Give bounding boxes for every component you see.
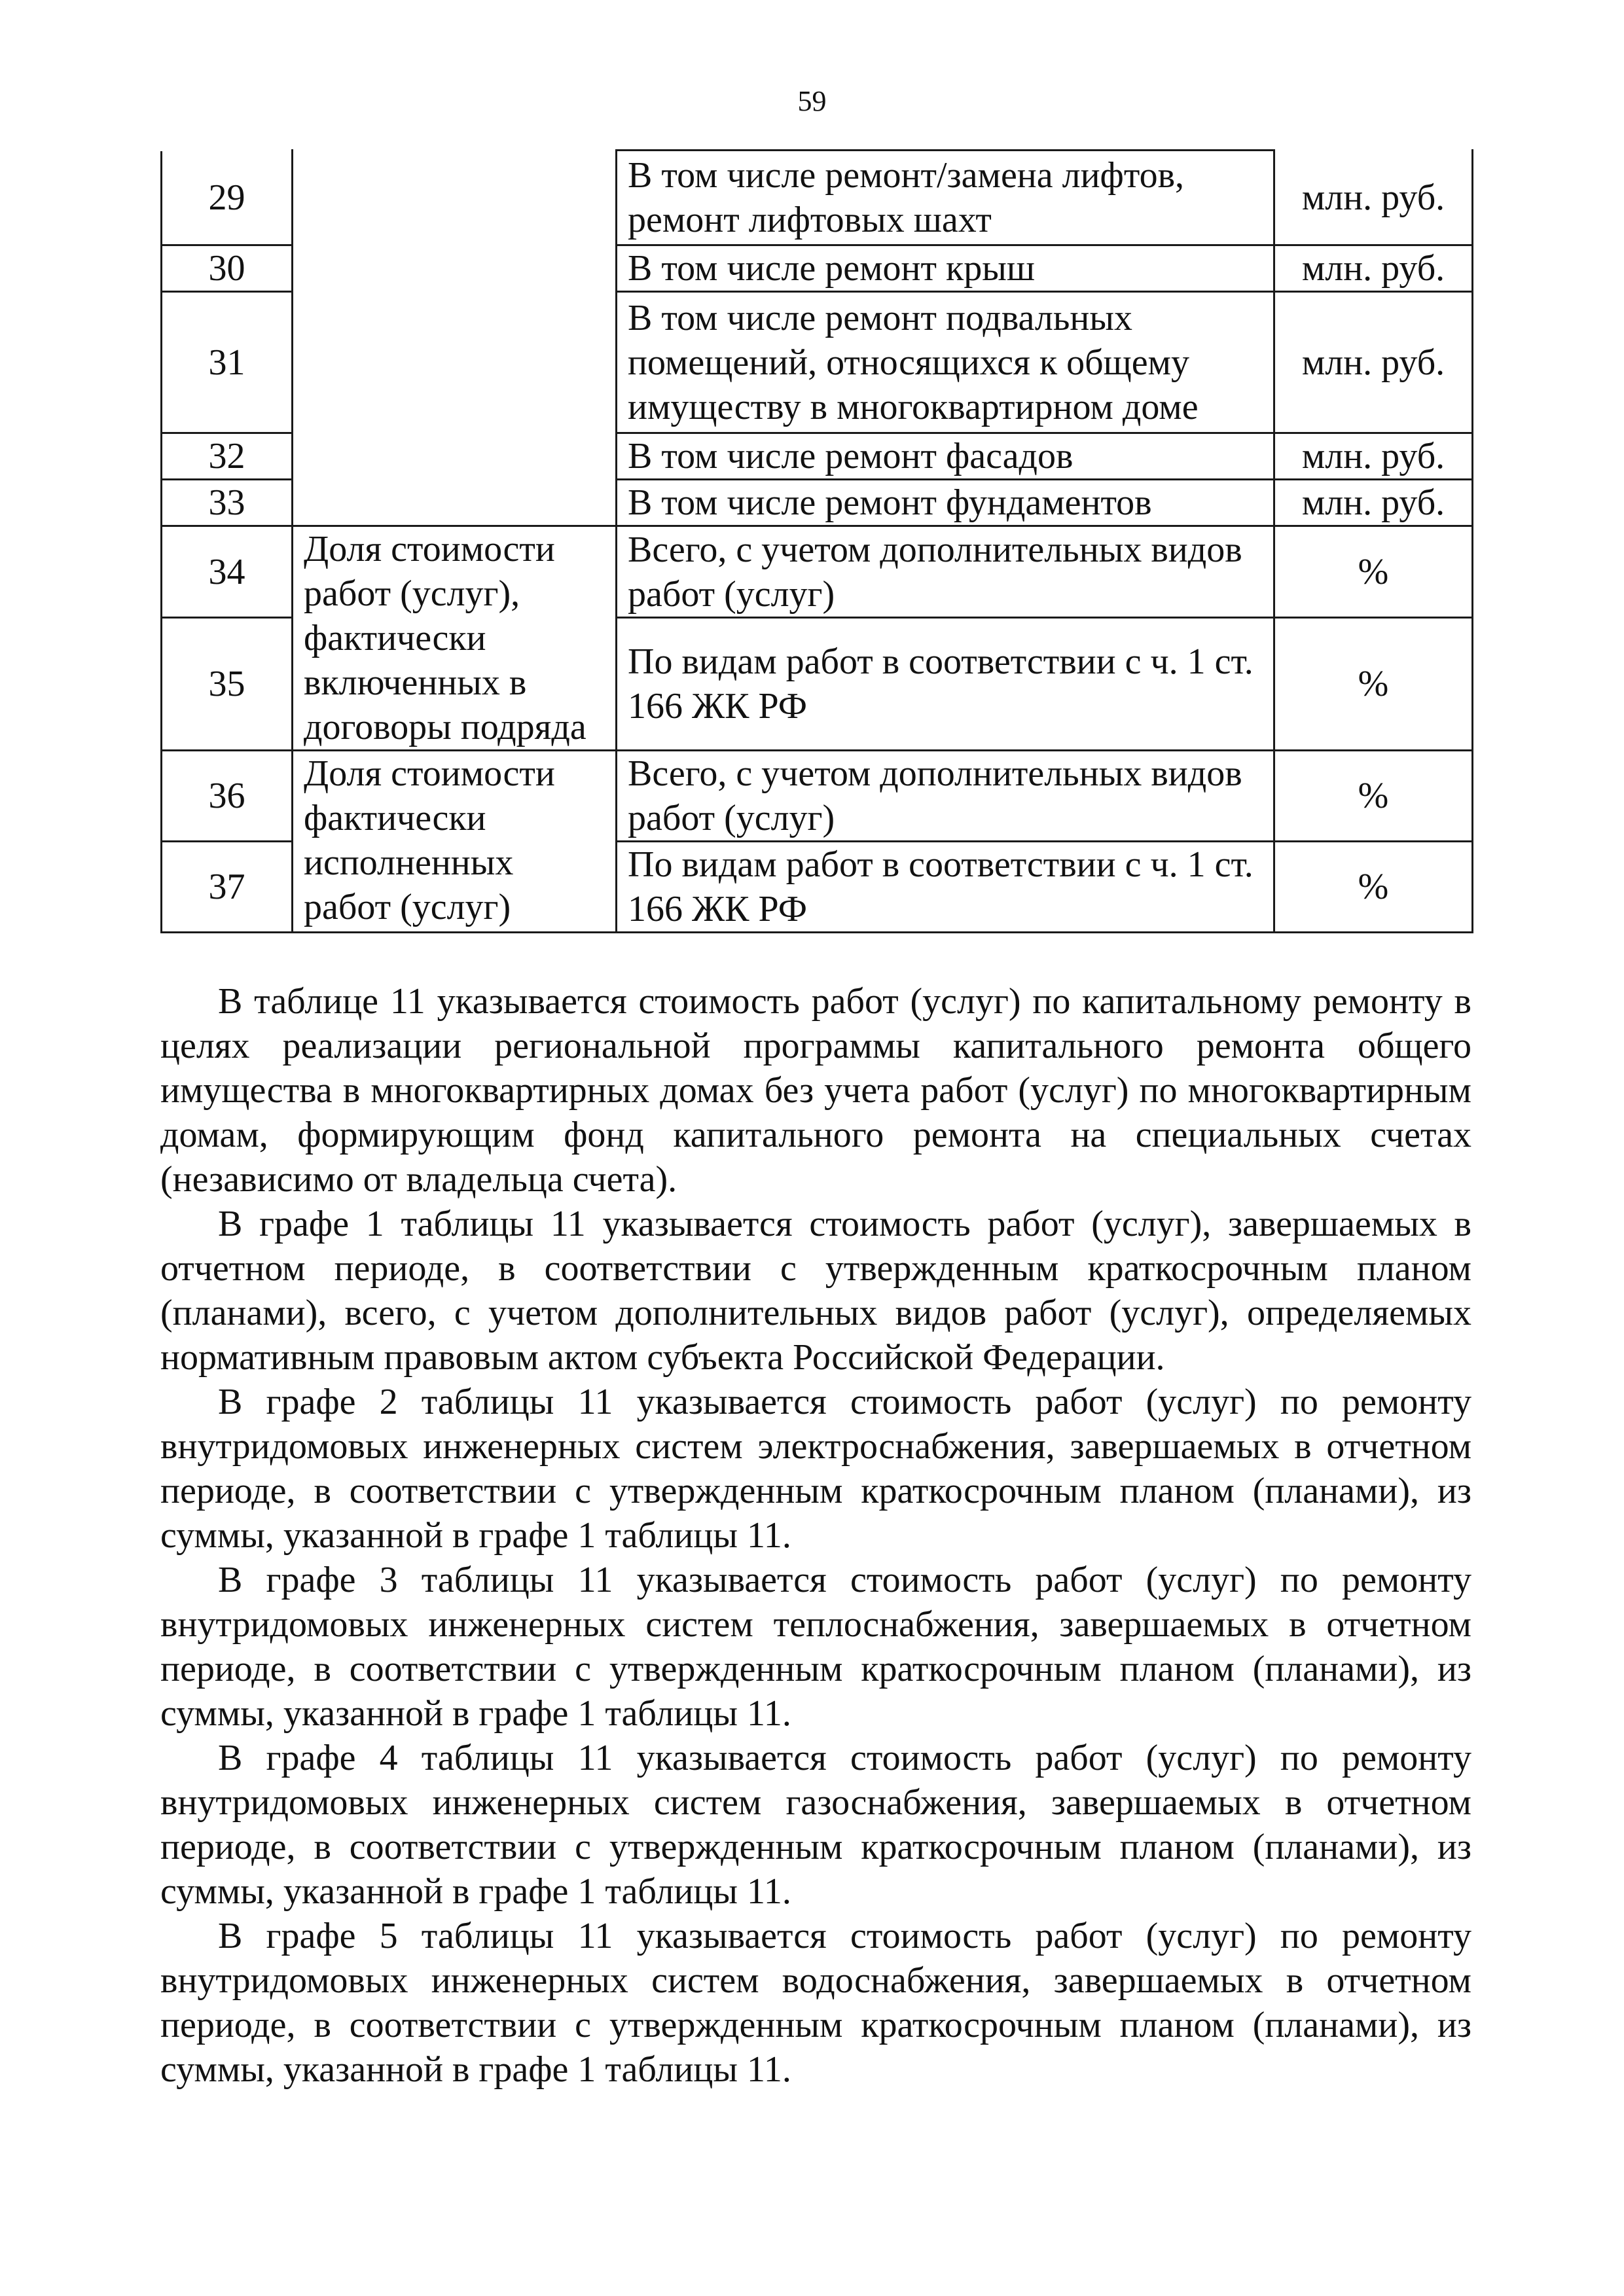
row-unit: млн. руб.: [1274, 245, 1473, 292]
row-unit: млн. руб.: [1274, 433, 1473, 480]
row-number: 35: [162, 618, 293, 751]
row-unit: млн. руб.: [1274, 292, 1473, 433]
table-row: [162, 526, 1473, 618]
row-number: 31: [162, 292, 293, 433]
row-number: 34: [162, 526, 293, 618]
row-description: В том числе ремонт фундаментов: [617, 480, 1274, 526]
row-description: Всего, с учетом дополнительных видов работ (услуг): [617, 526, 1274, 618]
row-description: В том числе ремонт подвальных помещений, относящихся к общему имуществу в многоквартирном доме: [617, 292, 1274, 433]
row-description: В том числе ремонт крыш: [617, 245, 1274, 292]
paragraph: В таблице 11 указывается стоимость работ (услуг) по капитальному ремонту в целях реализации региональной программы капитального ремонта общего имущества в многоквартирных домах без учета работ (услуг) по многоквартирным домам, формирующим фонд капитального ремонта на специальных счетах (независимо от владельца счета).: [160, 981, 1471, 1200]
row-unit: %: [1274, 751, 1473, 842]
row-number: 32: [162, 433, 293, 480]
table-row: [162, 751, 1473, 842]
row-description: По видам работ в соответствии с ч. 1 ст. 166 ЖК РФ: [617, 842, 1274, 933]
row-number: 30: [162, 245, 293, 292]
paragraph: В графе 1 таблицы 11 указывается стоимость работ (услуг), завершаемых в отчетном периоде, в соответствии с утвержденным краткосрочным планом (планами), всего, с учетом дополнительных видов работ (услуг), определяемых нормативным правовым актом субъекта Российской Федерации.: [160, 1204, 1471, 1378]
row-unit: млн. руб.: [1274, 480, 1473, 526]
row-number: 37: [162, 842, 293, 933]
paragraph: В графе 5 таблицы 11 указывается стоимость работ (услуг) по ремонту внутридомовых инженерных систем водоснабжения, завершаемых в отчетном периоде, в соответствии с утвержденным краткосрочным планом (планами), из суммы, указанной в графе 1 таблицы 11.: [160, 1916, 1471, 2090]
page-number: 59: [797, 85, 827, 117]
paragraph: В графе 4 таблицы 11 указывается стоимость работ (услуг) по ремонту внутридомовых инженерных систем газоснабжения, завершаемых в отчетном периоде, в соответствии с утвержденным краткосрочным планом (планами), из суммы, указанной в графе 1 таблицы 11.: [160, 1738, 1471, 1912]
row-description: Всего, с учетом дополнительных видов работ (услуг): [617, 751, 1274, 842]
report-table: [160, 149, 1473, 933]
body-text: [160, 979, 1471, 2092]
row-unit: %: [1274, 842, 1473, 933]
table-row: [162, 151, 1473, 245]
paragraph: В графе 2 таблицы 11 указывается стоимость работ (услуг) по ремонту внутридомовых инженерных систем электроснабжения, завершаемых в отчетном периоде, в соответствии с утвержденным краткосрочным планом (планами), из суммы, указанной в графе 1 таблицы 11.: [160, 1382, 1471, 1556]
group-label: Доля стоимости работ (услуг), фактически включенных в договоры подряда: [293, 526, 617, 751]
row-description: По видам работ в соответствии с ч. 1 ст. 166 ЖК РФ: [617, 618, 1274, 751]
row-number: 29: [162, 151, 293, 245]
row-unit: %: [1274, 526, 1473, 618]
paragraph: В графе 3 таблицы 11 указывается стоимость работ (услуг) по ремонту внутридомовых инженерных систем теплоснабжения, завершаемых в отчетном периоде, в соответствии с утвержденным краткосрочным планом (планами), из суммы, указанной в графе 1 таблицы 11.: [160, 1560, 1471, 1734]
row-unit: млн. руб.: [1274, 151, 1473, 245]
row-description: В том числе ремонт/замена лифтов, ремонт лифтовых шахт: [617, 151, 1274, 245]
row-unit: %: [1274, 618, 1473, 751]
row-number: 36: [162, 751, 293, 842]
row-number: 33: [162, 480, 293, 526]
row-description: В том числе ремонт фасадов: [617, 433, 1274, 480]
group-cell-empty: [293, 151, 617, 526]
group-label: Доля стоимости фактически исполненных работ (услуг): [293, 751, 617, 933]
